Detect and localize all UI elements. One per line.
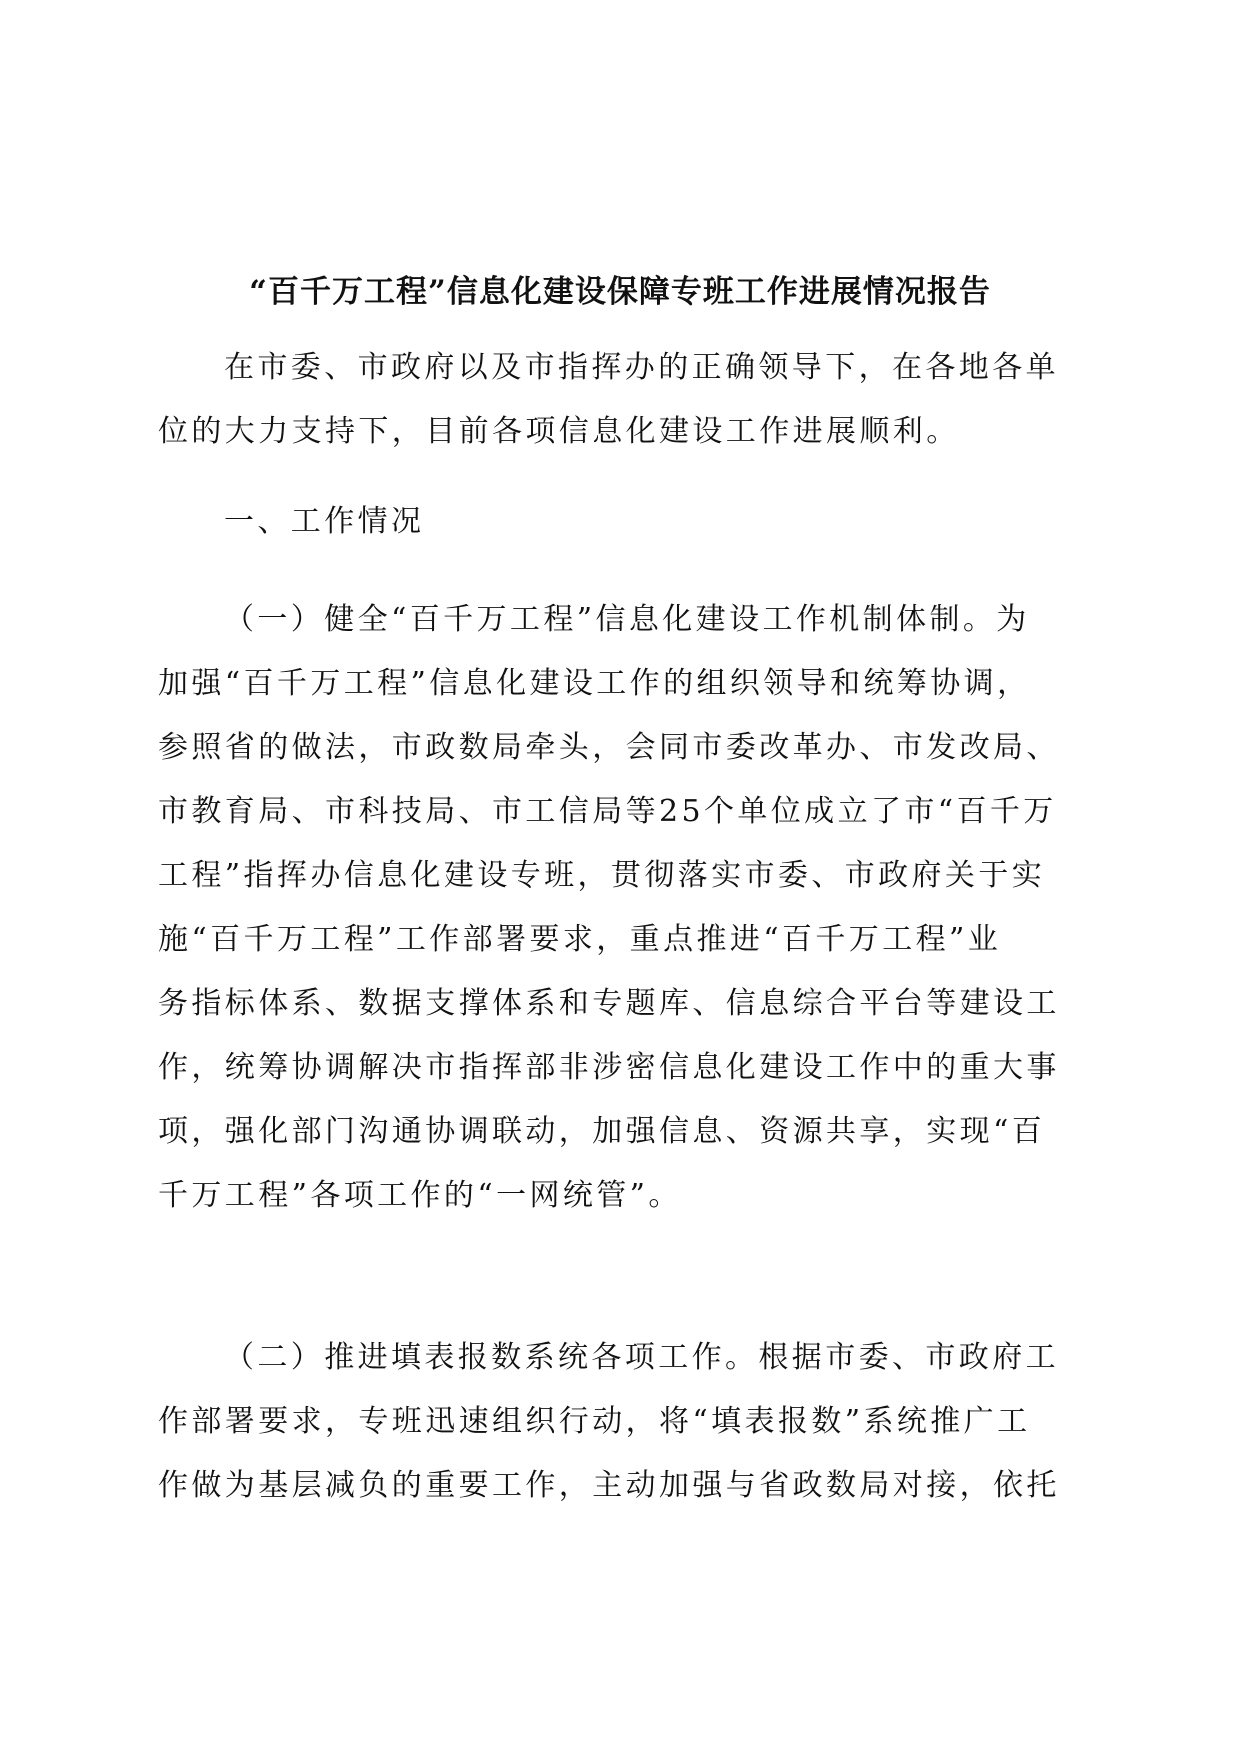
document-title: “百千万工程”信息化建设保障专班工作进展情况报告: [249, 274, 991, 310]
intro-paragraph: [158, 336, 1078, 464]
para1-line-6: 施“百千万工程”工作部署要求，重点推进“百千万工程”业: [158, 922, 1002, 957]
section-heading: 一、工作情况: [224, 504, 425, 539]
para1-line-3: 参照省的做法，市政数局牵头，会同市委改革办、市发改局、: [158, 730, 1060, 765]
para2-line-2: 作部署要求，专班迅速组织行动，将“填表报数”系统推广工: [158, 1404, 1031, 1439]
section-heading-block: [158, 490, 1078, 554]
para1-line-4: 市教育局、市科技局、市工信局等25个单位成立了市“百千万: [158, 794, 1057, 829]
paragraph-1: [158, 588, 1078, 1228]
para1-line-2: 加强“百千万工程”信息化建设工作的组织领导和统筹协调，: [158, 666, 1031, 701]
para2-line-3: 作做为基层减负的重要工作，主动加强与省政数局对接，依托: [158, 1468, 1060, 1503]
para1-line-5: 工程”指挥办信息化建设专班，贯彻落实市委、市政府关于实: [158, 858, 1046, 893]
para2-line-1: （二）推进填表报数系统各项工作。根据市委、市政府工: [224, 1340, 1059, 1375]
para1-line-7: 务指标体系、数据支撑体系和专题库、信息综合平台等建设工: [158, 986, 1060, 1021]
para1-line-8: 作，统筹协调解决市指挥部非涉密信息化建设工作中的重大事: [158, 1050, 1060, 1085]
para1-line-10: 千万工程”各项工作的“一网统管”。: [158, 1178, 682, 1213]
para1-line-1: （一）健全“百千万工程”信息化建设工作机制体制。为: [224, 602, 1030, 637]
intro-line-1: 在市委、市政府以及市指挥办的正确领导下，在各地各单: [224, 350, 1059, 385]
intro-line-2: 位的大力支持下，目前各项信息化建设工作进展顺利。: [158, 414, 960, 449]
para1-line-9: 项，强化部门沟通协调联动，加强信息、资源共享，实现“百: [158, 1114, 1046, 1149]
paragraph-2: [158, 1326, 1078, 1518]
